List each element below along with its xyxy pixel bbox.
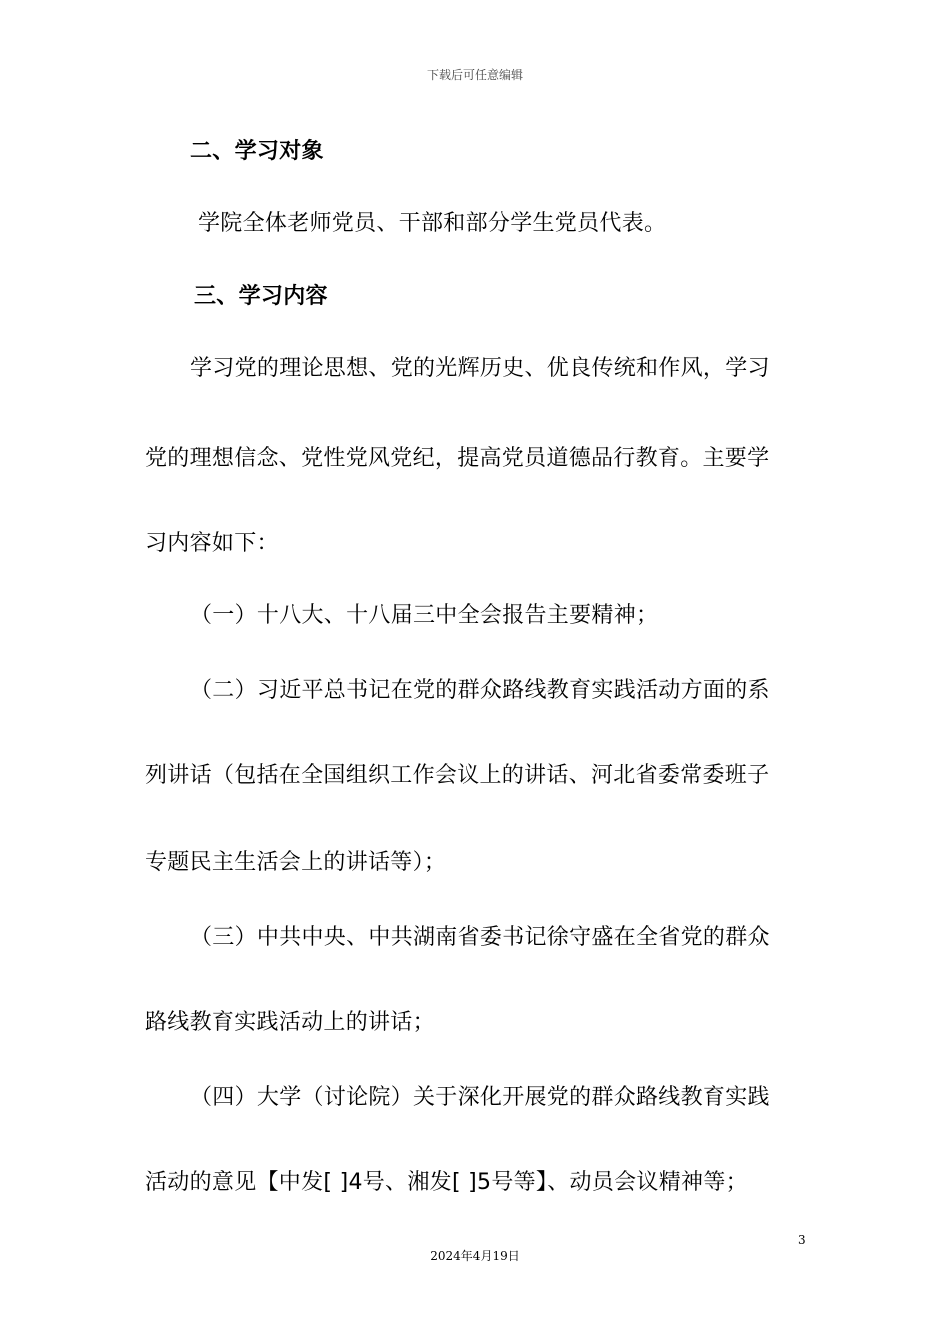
- list-item-4: （四）大学（讨论院）关于深化开展党的群众路线教育实践: [190, 1085, 770, 1110]
- section-heading-learning-content: 三、学习内容: [194, 284, 328, 309]
- page-number: 3: [798, 1233, 806, 1247]
- header-note: 下载后可任意编辑: [426, 68, 523, 82]
- list-item-3: （三）中共中央、中共湖南省委书记徐守盛在全省党的群众: [190, 925, 770, 950]
- paragraph-line: 党的理想信念、党性党风党纪，提高党员道德品行教育。主要学: [145, 446, 770, 471]
- learning-targets-text: 学院全体老师党员、干部和部分学生党员代表。: [198, 211, 667, 236]
- list-item-2-continuation: 列讲话（包括在全国组织工作会议上的讲话、河北省委常委班子: [145, 763, 770, 788]
- list-item-2: （二）习近平总书记在党的群众路线教育实践活动方面的系: [190, 678, 770, 703]
- list-item-2-continuation: 专题民主生活会上的讲话等）；: [145, 850, 447, 875]
- paragraph-line: 习内容如下：: [145, 531, 279, 556]
- list-item-3-continuation: 路线教育实践活动上的讲话；: [145, 1010, 435, 1035]
- list-item-1: （一）十八大、十八届三中全会报告主要精神；: [190, 603, 659, 628]
- footer-date: 2024年4月19日: [430, 1249, 520, 1263]
- list-item-4-continuation: 活动的意见【中发[ ]4号、湘发[ ]5号等】、动员会议精神等；: [145, 1170, 748, 1195]
- paragraph-line: 学习党的理论思想、党的光辉历史、优良传统和作风，学习: [190, 356, 770, 381]
- section-heading-learning-targets: 二、学习对象: [190, 139, 324, 164]
